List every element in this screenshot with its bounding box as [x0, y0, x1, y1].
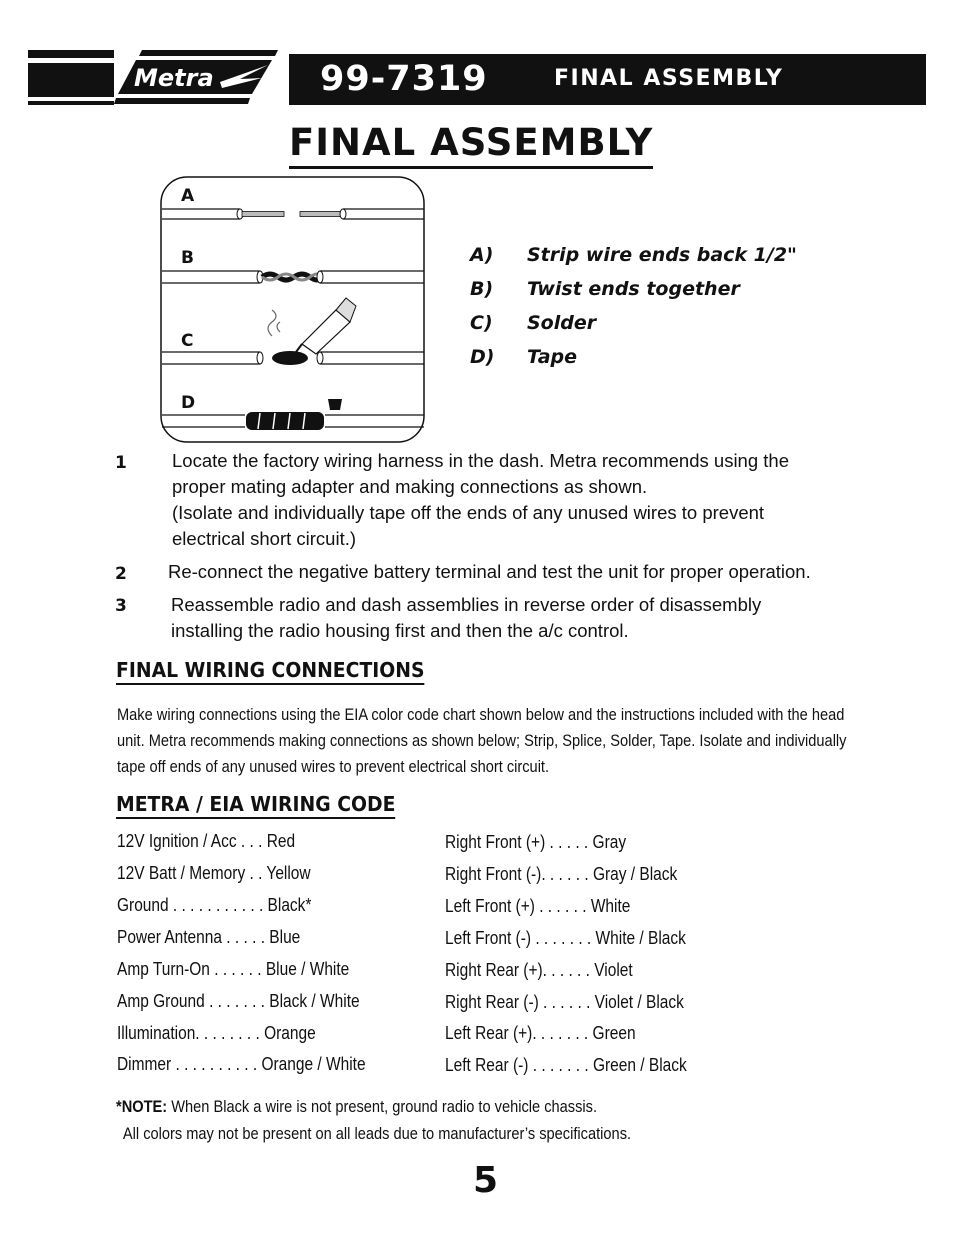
step-line: Reassemble radio and dash assemblies in reverse order of disassembly — [171, 594, 762, 615]
step-line: Re-connect the negative battery terminal and test the unit for proper operation. — [168, 561, 811, 582]
wiring-code-item: Left Front (+) . . . . . . White — [445, 896, 631, 916]
step-line: (Isolate and individually tape off the ends of any unused wires to prevent — [172, 502, 765, 523]
step-number: 3 — [115, 596, 127, 616]
wiring-code-item: Right Front (+) . . . . . Gray — [445, 832, 627, 852]
wiring-code-item: Left Rear (-) . . . . . . . Green / Black — [445, 1055, 687, 1075]
wiring-code-item: Amp Ground . . . . . . . Black / White — [117, 991, 360, 1011]
wiring-code-item: Left Rear (+). . . . . . . Green — [445, 1023, 636, 1043]
wiring-code-item: Right Rear (-) . . . . . . Violet / Black — [445, 992, 684, 1012]
diagram-label-c: C — [181, 331, 194, 351]
wiring-code-heading: METRA / EIA WIRING CODE — [116, 791, 395, 819]
step-text — [171, 592, 761, 644]
metra-logo — [112, 48, 282, 106]
procedure-key: A) — [470, 244, 494, 266]
diagram-label-d: D — [181, 393, 196, 413]
header-stripes — [28, 50, 114, 105]
step-line: proper mating adapter and making connections as shown. — [172, 476, 648, 497]
note-text-2: All colors may not be present on all leads due to manufacturer’s specifications. — [122, 1124, 632, 1143]
page-title: FINAL ASSEMBLY — [289, 120, 653, 169]
step-text — [172, 448, 789, 552]
paragraph-line: unit. Metra recommends making connections as shown below; Strip, Splice, Solder, Tape. Isolate and individually — [117, 731, 847, 750]
step-line: installing the radio housing first and then the a/c control. — [171, 620, 629, 641]
wiring-code-item: Ground . . . . . . . . . . . Black* — [117, 895, 312, 915]
wiring-code-item: Illumination. . . . . . . . Orange — [117, 1023, 316, 1043]
step-number: 1 — [115, 453, 127, 473]
header-section-title: FINAL ASSEMBLY — [554, 66, 784, 91]
wiring-code-item: Dimmer . . . . . . . . . . Orange / White — [117, 1054, 366, 1074]
procedure-text: Twist ends together — [527, 278, 740, 300]
final-wiring-paragraph — [117, 702, 857, 780]
paragraph-line: Make wiring connections using the EIA color code chart shown below and the instructions included with the head — [117, 705, 845, 724]
wiring-code-item: Right Front (-). . . . . . Gray / Black — [445, 864, 678, 884]
procedure-text: Tape — [527, 346, 578, 368]
note-label: *NOTE: — [116, 1097, 168, 1116]
wiring-code-item: Power Antenna . . . . . Blue — [117, 927, 301, 947]
wiring-code-item: Left Front (-) . . . . . . . White / Black — [445, 928, 686, 948]
step-line: electrical short circuit.) — [172, 528, 357, 549]
procedure-text: Strip wire ends back 1/2" — [527, 244, 797, 266]
diagram-label-a: A — [181, 186, 195, 206]
wiring-code-item: Right Rear (+). . . . . . Violet — [445, 960, 633, 980]
paragraph-line: tape off ends of any unused wires to prevent electrical short circuit. — [117, 757, 550, 776]
procedure-key: B) — [470, 278, 494, 300]
step-text — [168, 559, 811, 585]
wiring-code-item: Amp Turn-On . . . . . . Blue / White — [117, 959, 350, 979]
procedure-text: Solder — [527, 312, 597, 334]
wiring-code-item: 12V Batt / Memory . . Yellow — [117, 863, 311, 883]
note-text: When Black a wire is not present, ground radio to vehicle chassis. — [167, 1097, 598, 1116]
procedure-key: D) — [470, 346, 495, 368]
final-wiring-heading: FINAL WIRING CONNECTIONS — [116, 657, 425, 685]
wiring-code-item: 12V Ignition / Acc . . . Red — [117, 831, 296, 851]
step-line: Locate the factory wiring harness in the dash. Metra recommends using the — [172, 450, 789, 471]
logo-text: Metra — [134, 64, 214, 92]
page-number: 5 — [473, 1160, 499, 1201]
model-number: 99-7319 — [320, 59, 488, 99]
note — [116, 1093, 715, 1147]
procedure-key: C) — [470, 312, 493, 334]
wire-splice-diagram — [160, 176, 426, 443]
diagram-label-b: B — [181, 248, 194, 268]
step-number: 2 — [115, 564, 127, 584]
